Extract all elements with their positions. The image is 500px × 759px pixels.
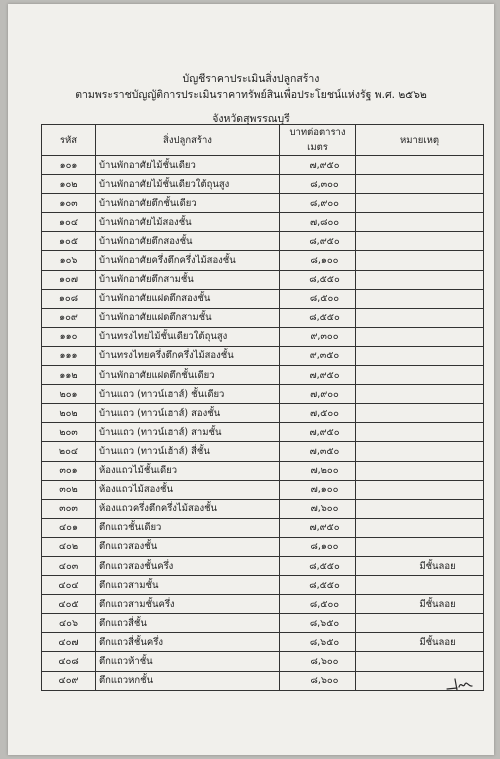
row-note [356, 232, 484, 251]
table-row [42, 270, 484, 289]
table-row [42, 633, 484, 652]
row-note [356, 385, 484, 404]
row-note [356, 480, 484, 499]
row-code: ๒๐๓ [42, 423, 96, 442]
row-note [356, 404, 484, 423]
table-row [42, 232, 484, 251]
row-price: ๘,๖๕๐ [280, 633, 356, 652]
row-note: มีชั้นลอย [356, 633, 484, 652]
row-code: ๓๐๑ [42, 461, 96, 480]
row-note [356, 194, 484, 213]
row-note [356, 289, 484, 308]
table-row [42, 385, 484, 404]
row-note [356, 652, 484, 671]
row-price: ๗,๖๐๐ [280, 499, 356, 518]
table-row [42, 442, 484, 461]
row-price: ๗,๓๕๐ [280, 442, 356, 461]
row-building: บ้านพักอาศัยตึกสามชั้น [96, 270, 280, 289]
row-code: ๔๐๑ [42, 518, 96, 537]
row-note: มีชั้นลอย [356, 556, 484, 575]
row-price: ๘,๑๐๐ [280, 537, 356, 556]
row-price: ๗,๘๐๐ [280, 213, 356, 232]
table-row [42, 327, 484, 346]
column-header-note: หมายเหตุ [356, 125, 484, 156]
row-note [356, 576, 484, 595]
row-price: ๗,๑๐๐ [280, 480, 356, 499]
table-row [42, 576, 484, 595]
row-code: ๔๐๗ [42, 633, 96, 652]
row-code: ๑๑๑ [42, 346, 96, 365]
row-price: ๗,๒๐๐ [280, 461, 356, 480]
row-code: ๑๑๐ [42, 327, 96, 346]
row-note [356, 213, 484, 232]
row-price: ๗,๙๐๐ [280, 385, 356, 404]
row-note [356, 614, 484, 633]
row-building: บ้านพักอาศัยแฝดตึกสามชั้น [96, 308, 280, 327]
row-price: ๘,๖๐๐ [280, 652, 356, 671]
table-row [42, 404, 484, 423]
row-code: ๑๐๙ [42, 308, 96, 327]
table-row [42, 518, 484, 537]
row-price: ๘,๙๐๐ [280, 194, 356, 213]
row-note [356, 461, 484, 480]
column-header-building: สิ่งปลูกสร้าง [96, 125, 280, 156]
row-note: มีชั้นลอย [356, 595, 484, 614]
row-code: ๑๐๒ [42, 175, 96, 194]
row-building: บ้านพักอาศัยตึกสองชั้น [96, 232, 280, 251]
table-row [42, 156, 484, 175]
price-table [41, 124, 484, 691]
row-building: บ้านพักอาศัยแฝดตึกสองชั้น [96, 289, 280, 308]
row-building: ห้องแถวไม้สองชั้น [96, 480, 280, 499]
row-building: บ้านแถว (ทาวน์เฮ้าส์) สี่ชั้น [96, 442, 280, 461]
row-code: ๓๐๓ [42, 499, 96, 518]
row-price: ๘,๕๕๐ [280, 308, 356, 327]
row-code: ๔๐๒ [42, 537, 96, 556]
row-price: ๘,๖๕๐ [280, 614, 356, 633]
row-price: ๘,๖๐๐ [280, 671, 356, 690]
row-note [356, 537, 484, 556]
row-code: ๔๐๖ [42, 614, 96, 633]
row-code: ๑๐๔ [42, 213, 96, 232]
row-building: บ้านทรงไทยไม้ชั้นเดียวใต้ถุนสูง [96, 327, 280, 346]
row-code: ๒๐๔ [42, 442, 96, 461]
row-note [356, 346, 484, 365]
row-price: ๘,๓๐๐ [280, 175, 356, 194]
table-row [42, 537, 484, 556]
province-label: จังหวัดสุพรรณบุรี [212, 113, 290, 125]
row-price: ๘,๕๐๐ [280, 595, 356, 614]
row-building: บ้านแถว (ทาวน์เฮาส์) ชั้นเดียว [96, 385, 280, 404]
row-building: ตึกแถวสองชั้น [96, 537, 280, 556]
row-building: ตึกแถวสี่ชั้น [96, 614, 280, 633]
row-code: ๔๐๘ [42, 652, 96, 671]
row-code: ๔๐๔ [42, 576, 96, 595]
row-building: บ้านทรงไทยครึ่งตึกครึ่งไม้สองชั้น [96, 346, 280, 365]
row-note [356, 423, 484, 442]
row-note [356, 442, 484, 461]
row-price: ๘,๕๕๐ [280, 556, 356, 575]
row-code: ๑๐๘ [42, 289, 96, 308]
row-note [356, 499, 484, 518]
table-row [42, 289, 484, 308]
row-code: ๑๐๗ [42, 270, 96, 289]
table-row [42, 213, 484, 232]
row-price: ๘,๙๕๐ [280, 232, 356, 251]
row-building: บ้านพักอาศัยไม้สองชั้น [96, 213, 280, 232]
row-note [356, 308, 484, 327]
table-header-row [42, 125, 484, 156]
document-subtitle: ตามพระราชบัญญัติการประเมินราคาทรัพย์สินเพื่อประโยชน์แห่งรัฐ พ.ศ. ๒๕๖๒ [75, 89, 427, 101]
row-building: ตึกแถวห้าชั้น [96, 652, 280, 671]
row-note [356, 175, 484, 194]
row-price: ๗,๙๕๐ [280, 518, 356, 537]
row-price: ๘,๑๐๐ [280, 251, 356, 270]
row-building: ตึกแถวหกชั้น [96, 671, 280, 690]
row-code: ๑๐๖ [42, 251, 96, 270]
row-building: ห้องแถวครึ่งตึกครึ่งไม้สองชั้น [96, 499, 280, 518]
table-body [42, 156, 484, 691]
table-row [42, 308, 484, 327]
table-row [42, 480, 484, 499]
row-code: ๔๐๙ [42, 671, 96, 690]
row-note [356, 156, 484, 175]
row-price: ๗,๕๐๐ [280, 404, 356, 423]
row-building: ตึกแถวสี่ชั้นครึ่ง [96, 633, 280, 652]
row-building: บ้านพักอาศัยไม้ชั้นเดียวใต้ถุนสูง [96, 175, 280, 194]
row-code: ๓๐๒ [42, 480, 96, 499]
row-price: ๗,๙๕๐ [280, 366, 356, 385]
row-code: ๒๐๑ [42, 385, 96, 404]
row-building: ตึกแถวสามชั้น [96, 576, 280, 595]
row-price: ๙,๓๐๐ [280, 327, 356, 346]
row-building: บ้านพักอาศัยครึ่งตึกครึ่งไม้สองชั้น [96, 251, 280, 270]
row-building: ตึกแถวชั้นเดียว [96, 518, 280, 537]
row-code: ๑๑๒ [42, 366, 96, 385]
column-header-price: บาทต่อตารางเมตร [280, 125, 356, 156]
table-row [42, 194, 484, 213]
table-row [42, 423, 484, 442]
row-building: ห้องแถวไม้ชั้นเดียว [96, 461, 280, 480]
table-row [42, 366, 484, 385]
row-building: บ้านพักอาศัยแฝดตึกชั้นเดียว [96, 366, 280, 385]
row-note [356, 327, 484, 346]
table-row [42, 251, 484, 270]
table-row [42, 652, 484, 671]
table-row [42, 595, 484, 614]
document-title: บัญชีราคาประเมินสิ่งปลูกสร้าง [182, 73, 320, 85]
row-building: ตึกแถวสองชั้นครึ่ง [96, 556, 280, 575]
row-building: บ้านแถว (ทาวน์เฮาส์) สองชั้น [96, 404, 280, 423]
row-code: ๑๐๕ [42, 232, 96, 251]
table-row [42, 461, 484, 480]
row-code: ๑๐๑ [42, 156, 96, 175]
table-row [42, 175, 484, 194]
row-building: บ้านพักอาศัยตึกชั้นเดียว [96, 194, 280, 213]
row-building: บ้านแถว (ทาวน์เฮาส์) สามชั้น [96, 423, 280, 442]
row-price: ๘,๕๐๐ [280, 289, 356, 308]
row-building: บ้านพักอาศัยไม้ชั้นเดียว [96, 156, 280, 175]
column-header-code: รหัส [42, 125, 96, 156]
row-price: ๗,๙๕๐ [280, 423, 356, 442]
row-price: ๘,๕๕๐ [280, 270, 356, 289]
row-note [356, 518, 484, 537]
row-price: ๗,๙๕๐ [280, 156, 356, 175]
row-note [356, 366, 484, 385]
row-building: ตึกแถวสามชั้นครึ่ง [96, 595, 280, 614]
signature-icon [445, 675, 477, 693]
row-code: ๒๐๒ [42, 404, 96, 423]
row-code: ๔๐๓ [42, 556, 96, 575]
table-row [42, 614, 484, 633]
table-row [42, 671, 484, 690]
row-code: ๑๐๓ [42, 194, 96, 213]
table-row [42, 499, 484, 518]
table-row [42, 346, 484, 365]
row-code: ๔๐๕ [42, 595, 96, 614]
row-price: ๙,๓๕๐ [280, 346, 356, 365]
table-row [42, 556, 484, 575]
row-note [356, 251, 484, 270]
row-note [356, 270, 484, 289]
row-price: ๘,๕๕๐ [280, 576, 356, 595]
